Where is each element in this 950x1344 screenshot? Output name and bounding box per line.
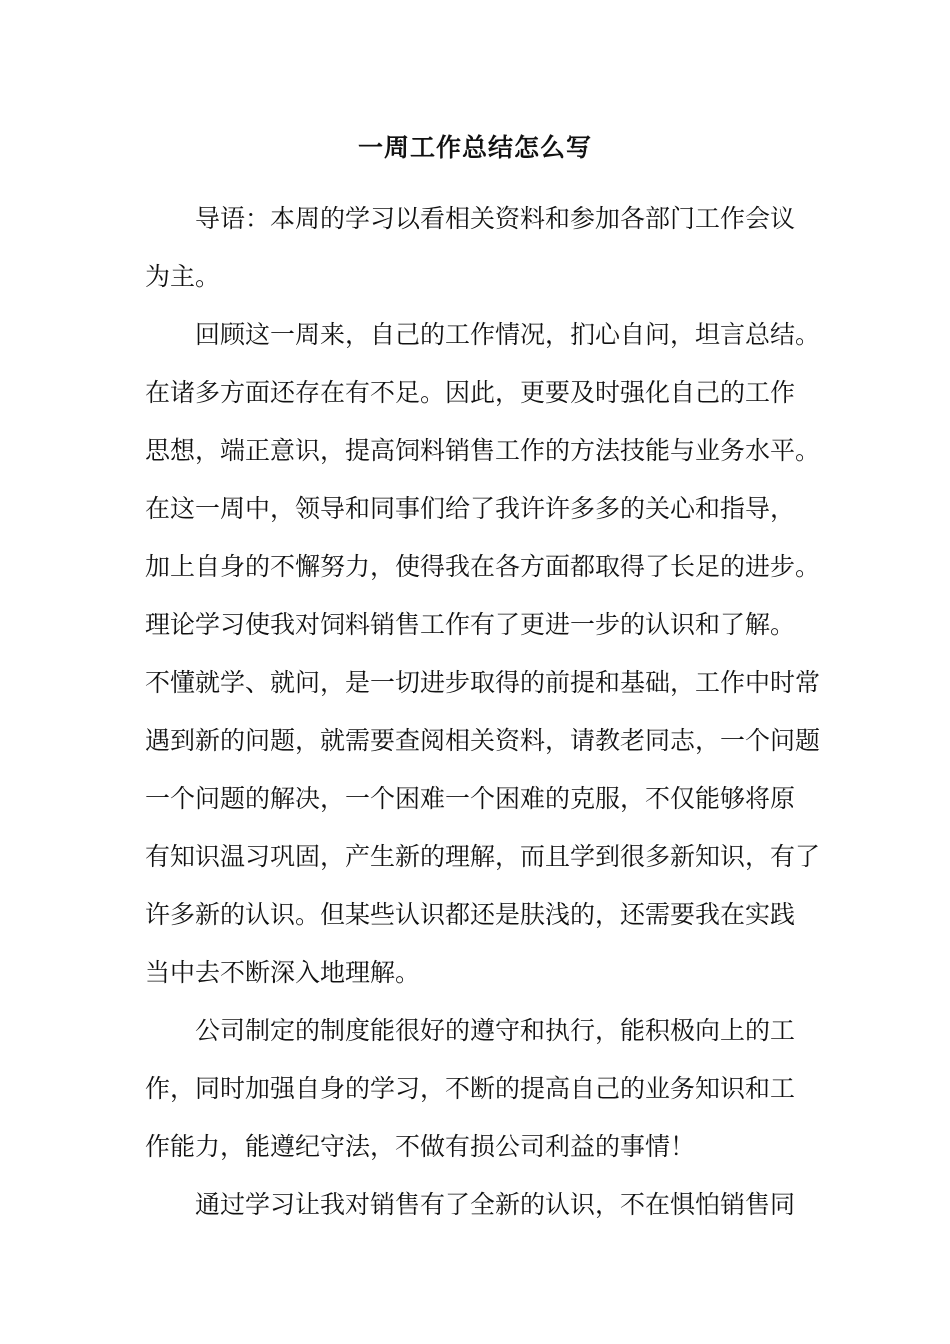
text-line: 许多新的认识。但某些认识都还是肤浅的，还需要我在实践 xyxy=(145,900,796,929)
text-line: 遇到新的问题，就需要查阅相关资料，请教老同志，一个问题 xyxy=(145,726,821,755)
document-title: 一周工作总结怎么写 xyxy=(357,133,592,162)
text-line: 加上自身的不懈努力，使得我在各方面都取得了长足的进步。 xyxy=(145,552,821,581)
paragraph-company-rules xyxy=(145,1002,825,1176)
text-line: 在这一周中，领导和同事们给了我许许多多的关心和指导， xyxy=(145,494,796,523)
text-line: 回顾这一周来，自己的工作情况，扪心自问，坦言总结。 xyxy=(195,320,821,349)
text-line: 不懂就学、就问，是一切进步取得的前提和基础，工作中时常 xyxy=(145,668,821,697)
text-line: 作能力，能遵纪守法，不做有损公司利益的事情！ xyxy=(145,1132,696,1161)
text-line: 导语：本周的学习以看相关资料和参加各部门工作会议 xyxy=(195,204,796,233)
text-line: 理论学习使我对饲料销售工作有了更进一步的认识和了解。 xyxy=(145,610,796,639)
text-line: 在诸多方面还存在有不足。因此，更要及时强化自己的工作 xyxy=(145,378,796,407)
text-line: 有知识温习巩固，产生新的理解，而且学到很多新知识，有了 xyxy=(145,842,821,871)
document-body xyxy=(145,190,825,1234)
text-line: 公司制定的制度能很好的遵守和执行，能积极向上的工 xyxy=(195,1016,796,1045)
text-line: 为主。 xyxy=(145,262,221,291)
text-line: 作，同时加强自身的学习，不断的提高自己的业务知识和工 xyxy=(145,1074,796,1103)
text-line: 思想，端正意识，提高饲料销售工作的方法技能与业务水平。 xyxy=(145,436,821,465)
text-line: 一个问题的解决，一个困难一个困难的克服，不仅能够将原 xyxy=(145,784,796,813)
paragraph-review xyxy=(145,306,825,1002)
text-line: 通过学习让我对销售有了全新的认识，不在惧怕销售同 xyxy=(195,1190,796,1219)
paragraph-sales-learning xyxy=(145,1176,825,1234)
text-line: 当中去不断深入地理解。 xyxy=(145,958,421,987)
paragraph-intro xyxy=(145,190,825,306)
